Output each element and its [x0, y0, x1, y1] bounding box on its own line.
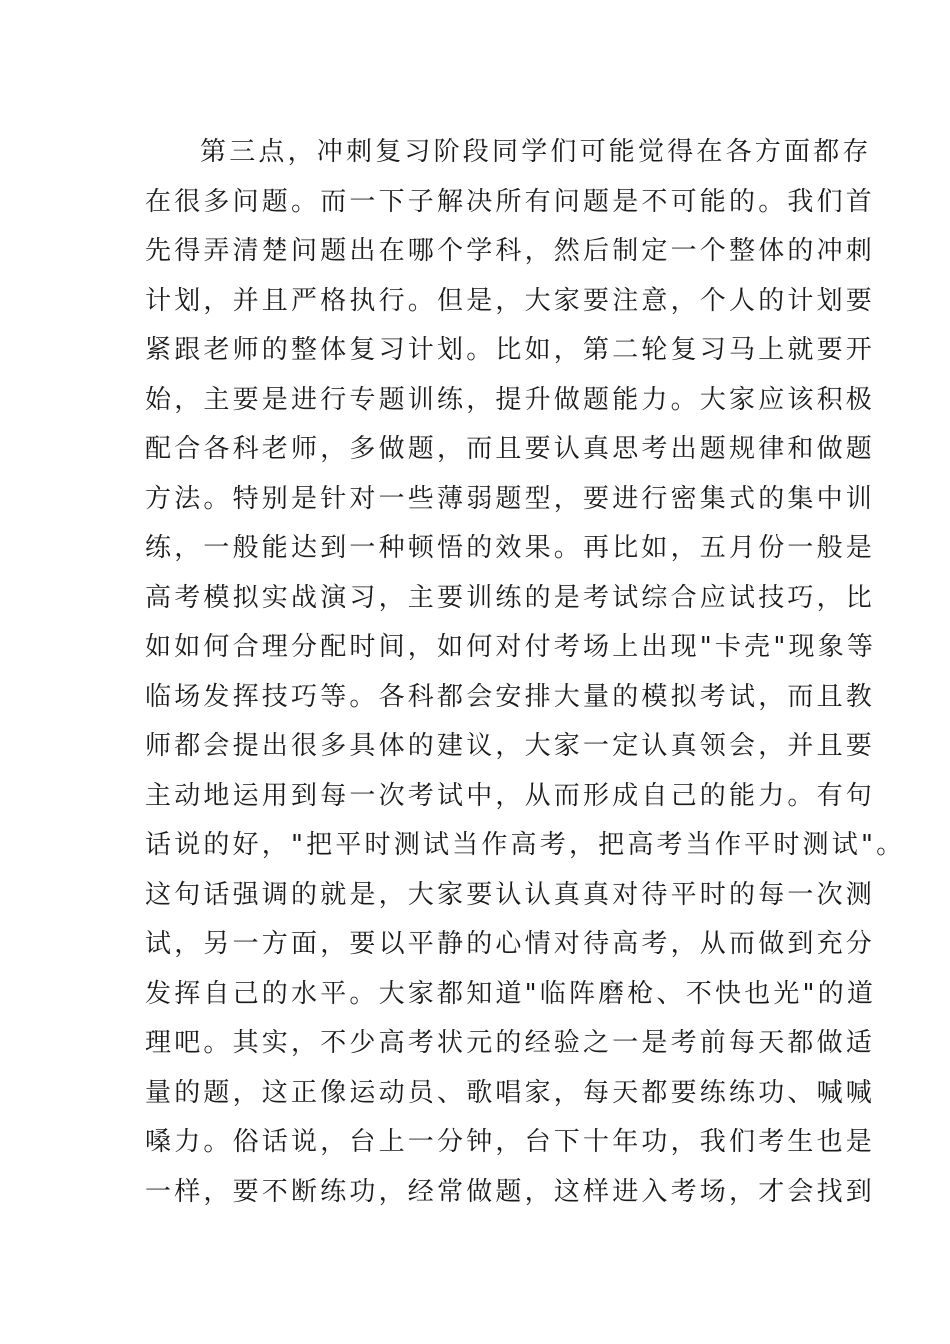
text-line: 如如何合理分配时间，如何对付考场上出现"卡壳"现象等 — [145, 632, 877, 662]
text-line: 师都会提出很多具体的建议，大家一定认真领会，并且要 — [145, 731, 876, 761]
text-line: 高考模拟实战演习，主要训练的是考试综合应试技巧，比 — [145, 582, 876, 613]
text-line: 这句话强调的就是，大家要认认真真对待平时的每一次测 — [145, 879, 876, 910]
text-line: 临场发挥技巧等。各科都会安排大量的模拟考试，而且教 — [145, 681, 876, 712]
body-paragraph — [145, 128, 906, 1217]
text-line: 计划，并且严格执行。但是，大家要注意，个人的计划要 — [145, 285, 876, 316]
text-line: 第三点，冲刺复习阶段同学们可能觉得在各方面都存 — [200, 137, 872, 167]
text-line: 发挥自己的水平。大家都知道"临阵磨枪、不快也光"的道 — [145, 978, 877, 1009]
text-line: 紧跟老师的整体复习计划。比如，第二轮复习马上就要开 — [145, 335, 876, 365]
text-line: 始，主要是进行专题训练，提升做题能力。大家应该积极 — [145, 384, 876, 415]
text-line: 一样，要不断练功，经常做题，这样进入考场，才会找到 — [145, 1176, 876, 1207]
text-line: 在很多问题。而一下子解决所有问题是不可能的。我们首 — [145, 186, 876, 217]
text-line: 试，另一方面，要以平静的心情对待高考，从而做到充分 — [145, 929, 876, 959]
text-line: 量的题，这正像运动员、歌唱家，每天都要练练功、喊喊 — [145, 1077, 876, 1108]
text-line: 练，一般能达到一种顿悟的效果。再比如，五月份一般是 — [145, 533, 876, 563]
text-line: 配合各科老师，多做题，而且要认真思考出题规律和做题 — [145, 434, 876, 464]
text-line: 方法。特别是针对一些薄弱题型，要进行密集式的集中训 — [145, 483, 876, 514]
text-line: 嗓力。俗话说，台上一分钟，台下十年功，我们考生也是 — [145, 1127, 876, 1157]
text-line: 先得弄清楚问题出在哪个学科，然后制定一个整体的冲刺 — [145, 236, 876, 266]
text-line: 理吧。其实，不少高考状元的经验之一是考前每天都做适 — [145, 1028, 876, 1058]
text-line: 话说的好，"把平时测试当作高考，把高考当作平时测试"。 — [145, 830, 906, 860]
text-line: 主动地运用到每一次考试中，从而形成自己的能力。有句 — [145, 780, 876, 811]
